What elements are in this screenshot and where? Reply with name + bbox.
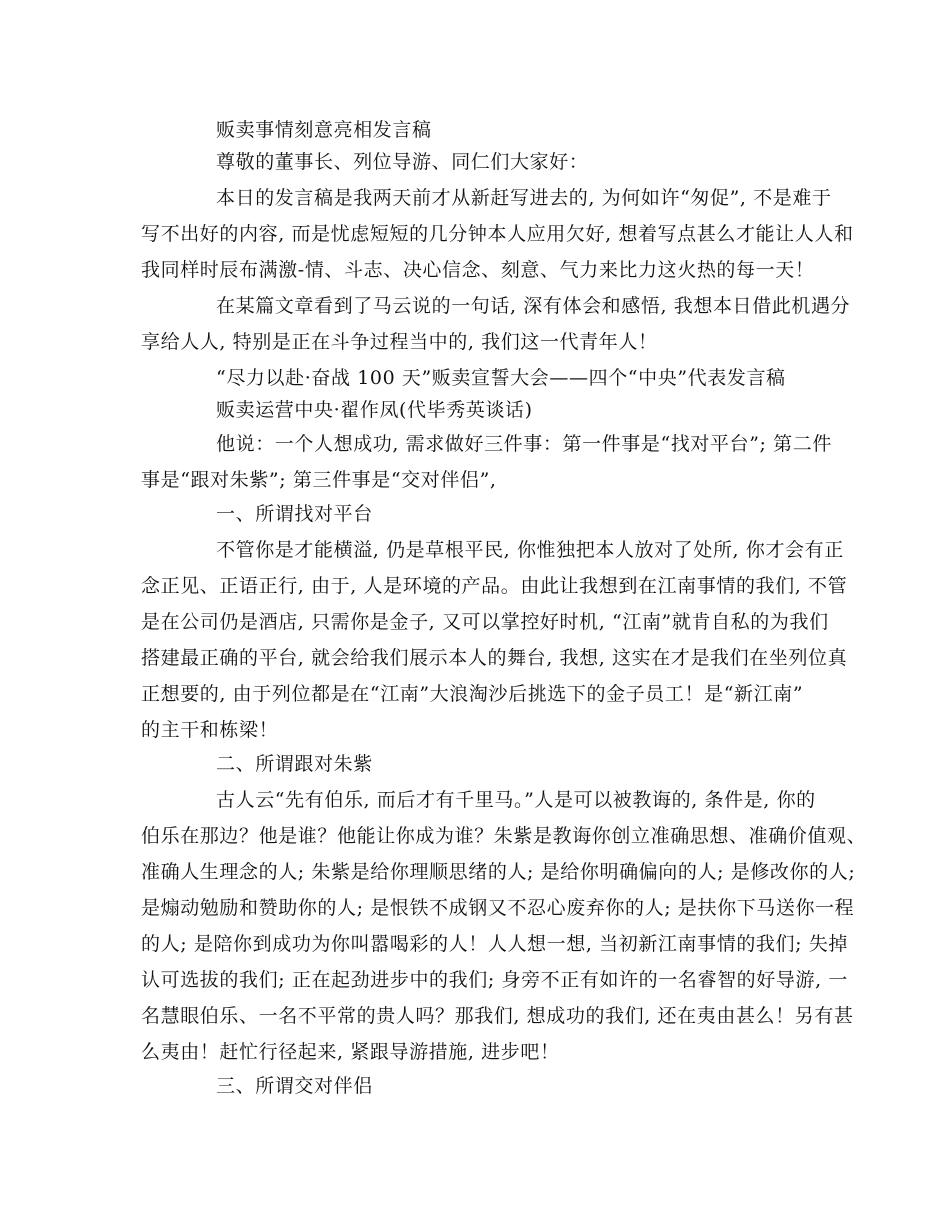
- section-heading: “尽力以赴·奋战 100 天”贩卖宣誓大会——四个“中央”代表发言稿: [216, 367, 786, 389]
- paragraph-line: 享给人人, 特别是正在斗争过程当中的, 我们这一代青年人！: [141, 331, 658, 353]
- section-heading: 一、所谓找对平台: [216, 503, 373, 525]
- paragraph-line: 古人云“先有伯乐, 而后才有千里马。”人是可以被教诲的, 条件是, 你的: [216, 789, 816, 811]
- section-heading: 三、所谓交对伴侣: [216, 1075, 373, 1097]
- paragraph-line: 在某篇文章看到了马云说的一句话, 深有体会和感悟, 我想本日借此机遇分: [216, 295, 851, 317]
- paragraph-line: 写不出好的内容, 而是忧虑短短的几分钟本人应用欠好, 想着写点甚么才能让人人和: [141, 223, 854, 245]
- paragraph-line: 是煽动勉励和赞助你的人; 是恨铁不成钢又不忍心废弃你的人; 是扶你下马送你一程: [141, 897, 855, 919]
- document-title: 贩卖事情刻意亮相发言稿: [216, 119, 432, 141]
- paragraph-line: 的人; 是陪你到成功为你叫嚣喝彩的人！人人想一想, 当初新江南事情的我们; 失掉: [141, 933, 848, 955]
- paragraph-line: 伯乐在那边？他是谁？他能让你成为谁？朱紫是教诲你创立准确思想、准确价值观、: [141, 825, 867, 847]
- paragraph-line: 念正见、正语正行, 由于, 人是环境的产品。由此让我想到在江南事情的我们, 不管: [141, 575, 848, 597]
- paragraph-line: 不管你是才能横溢, 仍是草根平民, 你惟独把本人放对了处所, 你才会有正: [216, 539, 844, 561]
- paragraph-line: 他说：一个人想成功, 需求做好三件事：第一件事是“找对平台”; 第二件: [216, 433, 832, 455]
- salutation: 尊敬的董事长、列位导游、同仁们大家好：: [216, 151, 589, 173]
- section-heading: 二、所谓跟对朱紫: [216, 753, 373, 775]
- paragraph-line: 准确人生理念的人; 朱紫是给你理顺思绪的人; 是给你明确偏向的人; 是修改你的人;: [141, 861, 856, 883]
- paragraph-line: 搭建最正确的平台, 就会给我们展示本人的舞台, 我想, 这实在才是我们在坐列位真: [141, 647, 848, 669]
- paragraph-line: 正想要的, 由于列位都是在“江南”大浪淘沙后挑选下的金子员工！是“新江南”: [141, 683, 804, 705]
- paragraph-line: 是在公司仍是酒店, 只需你是金子, 又可以掌控好时机, “江南”就肯自私的为我们: [141, 611, 829, 633]
- paragraph-line: 认可选拔的我们; 正在起劲进步中的我们; 身旁不正有如许的一名睿智的好导游, 一: [141, 969, 848, 991]
- paragraph-line: 我同样时辰布满激-情、斗志、决心信念、刻意、气力来比力这火热的每一天！: [141, 259, 815, 281]
- paragraph-line: 名慧眼伯乐、一名不平常的贵人吗？那我们, 想成功的我们, 还在夷由甚么！另有甚: [141, 1005, 854, 1027]
- paragraph-line: 事是“跟对朱紫”; 第三件事是“交对伴侣”,: [141, 469, 497, 491]
- paragraph-line: 么夷由！赶忙行径起来, 紧跟导游措施, 进步吧！: [141, 1041, 560, 1063]
- paragraph-line: 本日的发言稿是我两天前才从新赶写进去的, 为何如许“匆促”, 不是难于: [216, 187, 832, 209]
- speaker-line: 贩卖运营中央·翟作凤(代毕秀英谈话): [216, 399, 533, 421]
- paragraph-line: 的主干和栋梁！: [141, 719, 279, 741]
